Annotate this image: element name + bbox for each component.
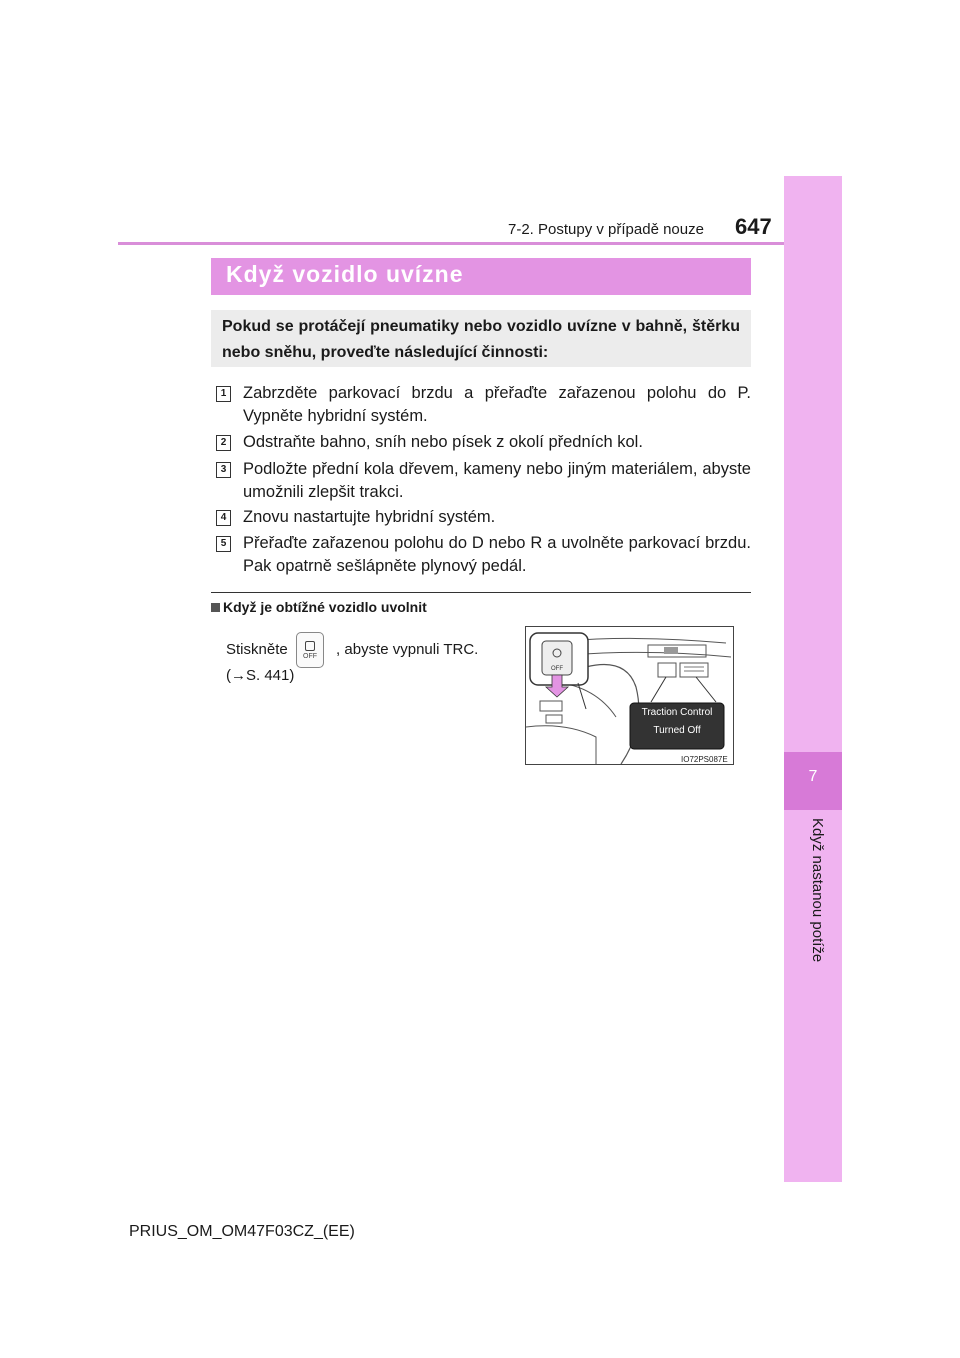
trc-off-button-label: OFF (303, 653, 317, 660)
step-text-4: Znovu nastartujte hybridní systém. (243, 508, 496, 526)
step-text-5: Přeřaďte zařazenou polohu do D nebo R a uvolněte parkovací brzdu. Pak opatrně sešlápněte plynový pedál. (243, 534, 751, 575)
switch-off-label: OFF (551, 666, 563, 672)
chapter-number: 7 (808, 768, 818, 785)
footer-document-id: PRIUS_OM_OM47F03CZ_(EE) (129, 1223, 355, 1240)
step-badge-3: 3 (216, 462, 231, 478)
step-text-1: Zabrzděte parkovací brzdu a přeřaďte zařazenou polohu do P. Vypněte hybridní systém. (243, 384, 751, 425)
press-text-before: Stiskněte (226, 641, 288, 658)
step-text-3: Podložte přední kola dřevem, kameny nebo jiným materiálem, abyste umožnili zlepšit trakci. (243, 460, 751, 501)
header-rule (118, 242, 784, 245)
section-title: 7-2. Postupy v případě nouze (508, 221, 704, 238)
press-text (226, 641, 478, 658)
illustration-code: IO72PS087E (681, 755, 728, 764)
step-badge-5: 5 (216, 536, 231, 552)
dashboard-illustration (525, 626, 734, 765)
page-reference: (→S. 441) (226, 667, 295, 684)
display-line-2: Turned Off (653, 725, 701, 736)
step-badge-1: 1 (216, 386, 231, 402)
trc-off-button-icon (296, 632, 324, 668)
page-number: 647 (735, 214, 772, 239)
dashboard-drawing (526, 627, 733, 764)
chapter-title: Když nastanou potíže (809, 818, 826, 963)
section-divider (211, 592, 751, 593)
subsection-heading: Když je obtížné vozidlo uvolnit (223, 599, 427, 615)
press-text-after: , abyste vypnuli TRC. (336, 641, 479, 658)
display-line-1: Traction Control (641, 707, 713, 718)
step-text-2: Odstraňte bahno, sníh nebo písek z okolí předních kol. (243, 433, 643, 451)
step-badge-4: 4 (216, 510, 231, 526)
bullet-square-icon (211, 603, 220, 612)
chapter-sidebar (784, 176, 842, 1182)
step-badge-2: 2 (216, 435, 231, 451)
intro-text: Pokud se protáčejí pneumatiky nebo vozidlo uvízne v bahně, štěrku nebo sněhu, proveďte následující činnosti: (222, 318, 740, 361)
page-title: Když vozidlo uvízne (226, 261, 464, 287)
